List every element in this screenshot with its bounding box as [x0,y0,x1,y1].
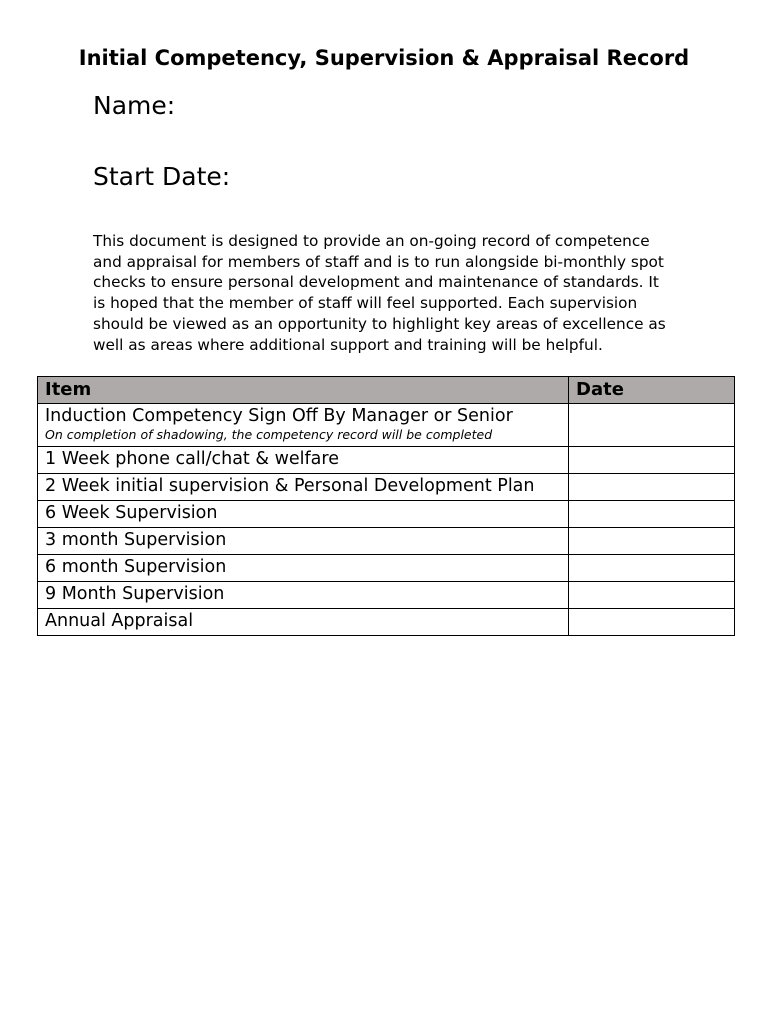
intro-paragraph: This document is designed to provide an on-going record of competence and appraisal for members of staff and is to run alongside bi-monthly spot checks to ensure personal development and maintenance of standards. It is hoped that the member of staff will feel supported. Each supervision should be viewed as an opportunity to highlight key areas of excellence as well as areas where additional support and training will be helpful. [93,232,666,354]
item-cell: 3 month Supervision [38,528,569,555]
table-row [38,528,735,555]
date-cell[interactable] [569,609,735,636]
item-cell [38,404,569,447]
table-row [38,501,735,528]
name-label: Name: [93,91,176,120]
date-cell[interactable] [569,474,735,501]
table-row [38,404,735,447]
date-cell[interactable] [569,501,735,528]
date-cell[interactable] [569,447,735,474]
table-header-row [38,377,735,404]
date-cell[interactable] [569,555,735,582]
date-cell[interactable] [569,404,735,447]
date-cell[interactable] [569,582,735,609]
date-cell[interactable] [569,528,735,555]
column-header-item: Item [38,377,569,404]
document-title: Initial Competency, Supervision & Appraisal Record [78,46,690,70]
item-cell: Annual Appraisal [38,609,569,636]
table-row [38,474,735,501]
table-row [38,447,735,474]
item-label: Induction Competency Sign Off By Manager or Senior [45,406,513,426]
item-cell: 6 Week Supervision [38,501,569,528]
item-cell: 9 Month Supervision [38,582,569,609]
table-row [38,582,735,609]
item-cell: 1 Week phone call/chat & welfare [38,447,569,474]
table-row [38,555,735,582]
column-header-date: Date [569,377,735,404]
item-cell: 2 Week initial supervision & Personal Development Plan [38,474,569,501]
table-row [38,609,735,636]
start-date-label: Start Date: [93,162,231,191]
item-cell: 6 month Supervision [38,555,569,582]
record-table [37,376,735,636]
item-note: On completion of shadowing, the competency record will be completed [45,427,493,442]
